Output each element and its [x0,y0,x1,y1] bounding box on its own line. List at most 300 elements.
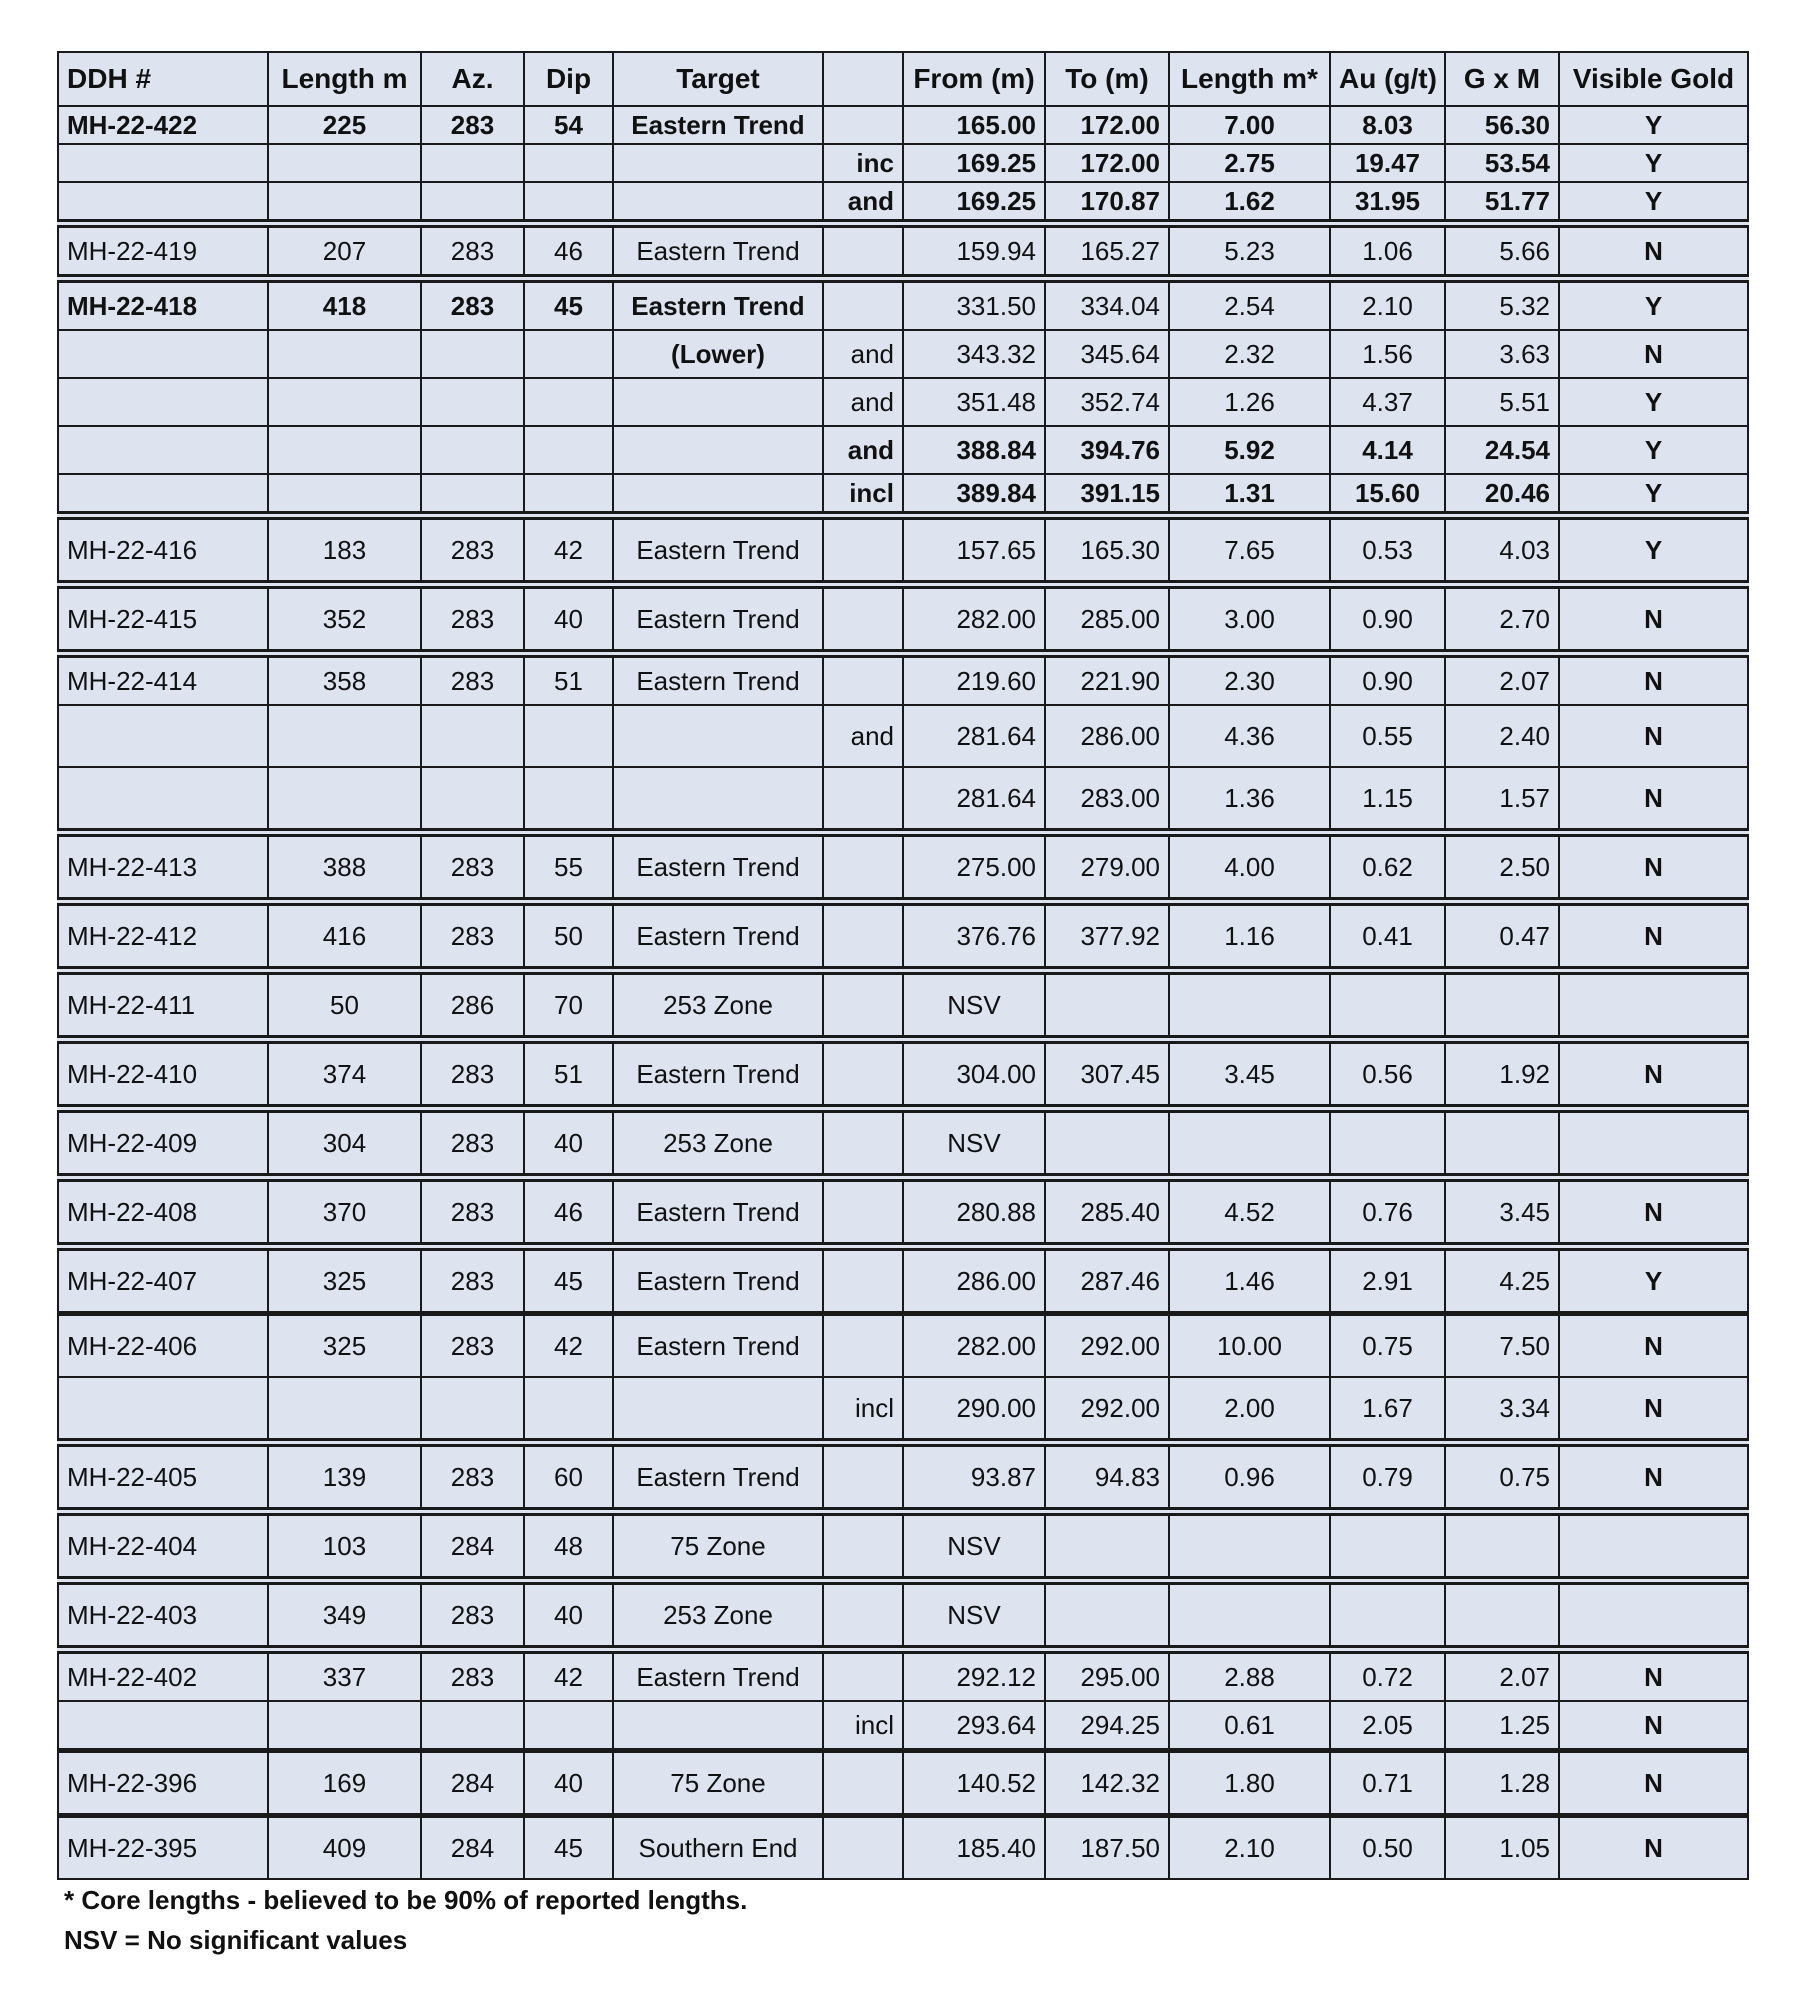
cell-from: 389.84 [903,474,1045,516]
cell-to: 283.00 [1045,767,1169,833]
cell-length [268,1701,421,1751]
cell-qualifier: and [823,426,903,474]
cell-azimuth: 283 [421,1178,524,1247]
cell-azimuth [421,144,524,182]
cell-to: 172.00 [1045,106,1169,144]
cell-qualifier [823,585,903,654]
cell-azimuth: 284 [421,1816,524,1880]
cell-length-core [1169,1512,1330,1581]
cell-to [1045,971,1169,1040]
cell-gxm: 1.05 [1445,1816,1559,1880]
col-header-to: To (m) [1045,52,1169,106]
cell-au: 0.75 [1330,1314,1445,1378]
cell-to: 294.25 [1045,1701,1169,1751]
cell-azimuth: 283 [421,224,524,279]
cell-gxm: 24.54 [1445,426,1559,474]
cell-to [1045,1109,1169,1178]
cell-au: 2.10 [1330,279,1445,331]
footnote-nsv: NSV = No significant values [64,1925,408,1955]
cell-gxm: 1.28 [1445,1751,1559,1816]
footnote-core-lengths: * Core lengths - believed to be 90% of reported lengths. [64,1885,748,1915]
cell-azimuth: 283 [421,1040,524,1109]
cell-from: 169.25 [903,144,1045,182]
cell-ddh [58,378,268,426]
cell-target: 253 Zone [613,1109,823,1178]
cell-azimuth: 283 [421,902,524,971]
col-header-azimuth: Az. [421,52,524,106]
cell-length: 325 [268,1314,421,1378]
cell-visible-gold: Y [1559,378,1748,426]
cell-ddh: MH-22-410 [58,1040,268,1109]
drill-results-sheet [57,51,1747,1880]
cell-to: 345.64 [1045,330,1169,378]
cell-from: 304.00 [903,1040,1045,1109]
cell-ddh: MH-22-414 [58,654,268,706]
cell-qualifier [823,106,903,144]
cell-ddh: MH-22-422 [58,106,268,144]
cell-visible-gold: Y [1559,144,1748,182]
cell-from: 331.50 [903,279,1045,331]
cell-length: 388 [268,833,421,902]
table-row [58,1816,1748,1880]
cell-visible-gold: N [1559,1650,1748,1702]
cell-target [613,705,823,767]
cell-to: 285.00 [1045,585,1169,654]
cell-au: 0.53 [1330,516,1445,585]
cell-gxm: 4.25 [1445,1247,1559,1314]
cell-length-core: 7.65 [1169,516,1330,585]
cell-to: 391.15 [1045,474,1169,516]
cell-target: 253 Zone [613,971,823,1040]
cell-dip: 46 [524,224,613,279]
cell-qualifier [823,1443,903,1512]
cell-dip [524,378,613,426]
table-row [58,1109,1748,1178]
cell-gxm: 0.75 [1445,1443,1559,1512]
cell-to: 292.00 [1045,1314,1169,1378]
cell-length-core: 2.32 [1169,330,1330,378]
cell-au [1330,1109,1445,1178]
cell-from: 293.64 [903,1701,1045,1751]
cell-from: 286.00 [903,1247,1045,1314]
cell-ddh: MH-22-409 [58,1109,268,1178]
cell-dip: 40 [524,585,613,654]
cell-gxm: 7.50 [1445,1314,1559,1378]
cell-azimuth: 283 [421,106,524,144]
table-row [58,106,1748,144]
cell-target: 253 Zone [613,1581,823,1650]
cell-target: 75 Zone [613,1751,823,1816]
cell-from: 388.84 [903,426,1045,474]
cell-dip: 51 [524,654,613,706]
cell-qualifier [823,1512,903,1581]
cell-ddh: MH-22-412 [58,902,268,971]
cell-length-core: 1.36 [1169,767,1330,833]
cell-azimuth: 283 [421,1443,524,1512]
table-row [58,705,1748,767]
cell-to: 394.76 [1045,426,1169,474]
cell-dip: 42 [524,1314,613,1378]
table-row [58,1581,1748,1650]
table-row [58,1247,1748,1314]
cell-qualifier: inc [823,144,903,182]
cell-visible-gold: N [1559,654,1748,706]
cell-ddh: MH-22-396 [58,1751,268,1816]
cell-au: 1.56 [1330,330,1445,378]
table-row [58,330,1748,378]
cell-target: Eastern Trend [613,1443,823,1512]
cell-dip [524,767,613,833]
cell-visible-gold: Y [1559,474,1748,516]
cell-au [1330,1581,1445,1650]
cell-length [268,767,421,833]
cell-qualifier [823,1650,903,1702]
table-row [58,585,1748,654]
cell-to: 172.00 [1045,144,1169,182]
cell-azimuth: 283 [421,1581,524,1650]
cell-length-core: 4.00 [1169,833,1330,902]
cell-au: 0.71 [1330,1751,1445,1816]
cell-length-core: 1.16 [1169,902,1330,971]
cell-gxm: 1.25 [1445,1701,1559,1751]
cell-visible-gold [1559,971,1748,1040]
cell-from: 282.00 [903,585,1045,654]
cell-target: Eastern Trend [613,224,823,279]
cell-gxm: 56.30 [1445,106,1559,144]
col-header-length-core: Length m* [1169,52,1330,106]
cell-to: 334.04 [1045,279,1169,331]
cell-au: 1.15 [1330,767,1445,833]
table-row [58,654,1748,706]
cell-visible-gold: N [1559,1751,1748,1816]
cell-azimuth: 283 [421,279,524,331]
cell-dip [524,144,613,182]
cell-length: 409 [268,1816,421,1880]
cell-length [268,182,421,224]
cell-au: 0.55 [1330,705,1445,767]
cell-qualifier [823,1314,903,1378]
cell-ddh: MH-22-411 [58,971,268,1040]
cell-gxm: 53.54 [1445,144,1559,182]
table-row [58,516,1748,585]
cell-qualifier: and [823,705,903,767]
cell-ddh: MH-22-416 [58,516,268,585]
cell-ddh: MH-22-405 [58,1443,268,1512]
cell-target: (Lower) [613,330,823,378]
cell-length-core [1169,971,1330,1040]
cell-au: 0.90 [1330,585,1445,654]
cell-from: 275.00 [903,833,1045,902]
cell-length: 169 [268,1751,421,1816]
cell-au: 0.90 [1330,654,1445,706]
cell-from: NSV [903,1581,1045,1650]
cell-azimuth [421,1701,524,1751]
table-row [58,1377,1748,1443]
cell-qualifier: and [823,182,903,224]
cell-visible-gold: N [1559,1040,1748,1109]
cell-azimuth [421,378,524,426]
cell-ddh: MH-22-407 [58,1247,268,1314]
cell-dip [524,705,613,767]
cell-length-core: 10.00 [1169,1314,1330,1378]
cell-length-core: 3.45 [1169,1040,1330,1109]
cell-length [268,705,421,767]
cell-target [613,1701,823,1751]
cell-length [268,474,421,516]
table-row [58,902,1748,971]
cell-azimuth [421,182,524,224]
cell-azimuth: 283 [421,1650,524,1702]
cell-gxm: 1.57 [1445,767,1559,833]
cell-dip: 46 [524,1178,613,1247]
cell-to: 377.92 [1045,902,1169,971]
cell-au: 8.03 [1330,106,1445,144]
cell-visible-gold: N [1559,1377,1748,1443]
cell-visible-gold: N [1559,330,1748,378]
cell-gxm: 5.51 [1445,378,1559,426]
cell-length-core: 5.23 [1169,224,1330,279]
cell-length: 337 [268,1650,421,1702]
cell-length [268,378,421,426]
cell-target: Eastern Trend [613,1178,823,1247]
cell-length-core: 1.31 [1169,474,1330,516]
cell-dip: 45 [524,279,613,331]
cell-azimuth [421,705,524,767]
cell-ddh: MH-22-406 [58,1314,268,1378]
cell-target: Eastern Trend [613,585,823,654]
cell-gxm: 2.07 [1445,1650,1559,1702]
cell-gxm: 2.50 [1445,833,1559,902]
cell-from: 159.94 [903,224,1045,279]
cell-length: 349 [268,1581,421,1650]
table-row [58,767,1748,833]
cell-visible-gold: Y [1559,182,1748,224]
cell-azimuth [421,426,524,474]
cell-ddh: MH-22-413 [58,833,268,902]
cell-length-core: 3.00 [1169,585,1330,654]
cell-ddh: MH-22-402 [58,1650,268,1702]
cell-ddh: MH-22-395 [58,1816,268,1880]
cell-dip: 40 [524,1751,613,1816]
cell-qualifier [823,833,903,902]
cell-ddh [58,705,268,767]
cell-ddh [58,144,268,182]
cell-qualifier [823,1816,903,1880]
col-header-dip: Dip [524,52,613,106]
cell-target [613,426,823,474]
col-header-qualifier [823,52,903,106]
table-body [58,106,1748,1879]
cell-target: Eastern Trend [613,1314,823,1378]
cell-au: 31.95 [1330,182,1445,224]
cell-gxm [1445,1581,1559,1650]
cell-to: 285.40 [1045,1178,1169,1247]
cell-azimuth [421,330,524,378]
cell-target: Eastern Trend [613,654,823,706]
cell-au: 0.79 [1330,1443,1445,1512]
drill-results-table [57,51,1749,1880]
cell-qualifier: incl [823,1701,903,1751]
cell-azimuth: 286 [421,971,524,1040]
cell-length-core: 2.00 [1169,1377,1330,1443]
cell-length-core: 4.36 [1169,705,1330,767]
cell-azimuth: 283 [421,516,524,585]
table-row [58,224,1748,279]
cell-to: 187.50 [1045,1816,1169,1880]
cell-length: 416 [268,902,421,971]
table-row [58,1178,1748,1247]
cell-qualifier [823,279,903,331]
cell-qualifier: and [823,330,903,378]
cell-qualifier [823,224,903,279]
cell-from: 343.32 [903,330,1045,378]
cell-target [613,1377,823,1443]
table-row [58,1512,1748,1581]
cell-length-core [1169,1109,1330,1178]
cell-from: NSV [903,971,1045,1040]
cell-au: 4.14 [1330,426,1445,474]
cell-visible-gold: N [1559,585,1748,654]
cell-qualifier [823,971,903,1040]
cell-target [613,144,823,182]
cell-target [613,474,823,516]
cell-visible-gold: N [1559,1314,1748,1378]
cell-gxm: 0.47 [1445,902,1559,971]
cell-au: 0.50 [1330,1816,1445,1880]
cell-ddh [58,182,268,224]
cell-target: Eastern Trend [613,833,823,902]
table-row [58,1314,1748,1378]
cell-target [613,767,823,833]
cell-visible-gold: Y [1559,279,1748,331]
cell-length: 50 [268,971,421,1040]
cell-target [613,378,823,426]
cell-ddh: MH-22-419 [58,224,268,279]
cell-from: 165.00 [903,106,1045,144]
cell-gxm: 20.46 [1445,474,1559,516]
cell-target: Eastern Trend [613,279,823,331]
cell-to [1045,1581,1169,1650]
cell-length-core: 0.96 [1169,1443,1330,1512]
cell-gxm: 5.66 [1445,224,1559,279]
footnotes [64,1880,747,1960]
cell-gxm: 2.07 [1445,654,1559,706]
cell-ddh: MH-22-415 [58,585,268,654]
cell-to [1045,1512,1169,1581]
table-row [58,1443,1748,1512]
cell-length-core: 5.92 [1169,426,1330,474]
cell-qualifier [823,654,903,706]
cell-length: 225 [268,106,421,144]
table-row [58,144,1748,182]
cell-length: 374 [268,1040,421,1109]
cell-au: 0.62 [1330,833,1445,902]
cell-dip [524,330,613,378]
cell-au: 2.91 [1330,1247,1445,1314]
cell-from: 376.76 [903,902,1045,971]
cell-qualifier: incl [823,1377,903,1443]
cell-visible-gold: N [1559,767,1748,833]
cell-dip [524,1377,613,1443]
cell-azimuth: 283 [421,654,524,706]
cell-gxm: 1.92 [1445,1040,1559,1109]
cell-dip [524,182,613,224]
cell-au: 0.56 [1330,1040,1445,1109]
cell-to: 307.45 [1045,1040,1169,1109]
cell-dip [524,474,613,516]
table-row [58,279,1748,331]
header-row [58,52,1748,106]
cell-qualifier [823,516,903,585]
cell-to: 165.27 [1045,224,1169,279]
cell-length-core: 1.80 [1169,1751,1330,1816]
col-header-target: Target [613,52,823,106]
cell-gxm: 3.63 [1445,330,1559,378]
cell-au: 1.06 [1330,224,1445,279]
cell-azimuth: 283 [421,1314,524,1378]
cell-length-core: 1.26 [1169,378,1330,426]
cell-qualifier [823,902,903,971]
cell-dip: 45 [524,1816,613,1880]
col-header-visible-gold: Visible Gold [1559,52,1748,106]
cell-visible-gold: Y [1559,1247,1748,1314]
cell-ddh: MH-22-408 [58,1178,268,1247]
cell-visible-gold: N [1559,1178,1748,1247]
cell-from: 281.64 [903,767,1045,833]
cell-length: 183 [268,516,421,585]
cell-length [268,1377,421,1443]
cell-ddh [58,767,268,833]
cell-gxm [1445,1512,1559,1581]
cell-visible-gold: N [1559,902,1748,971]
cell-azimuth: 284 [421,1751,524,1816]
cell-gxm: 51.77 [1445,182,1559,224]
cell-target: Eastern Trend [613,516,823,585]
cell-from: 290.00 [903,1377,1045,1443]
cell-qualifier: and [823,378,903,426]
cell-from: 292.12 [903,1650,1045,1702]
cell-length-core [1169,1581,1330,1650]
cell-from: NSV [903,1512,1045,1581]
cell-qualifier [823,1109,903,1178]
cell-qualifier [823,1247,903,1314]
cell-length-core: 1.62 [1169,182,1330,224]
cell-gxm: 4.03 [1445,516,1559,585]
cell-azimuth: 283 [421,1109,524,1178]
cell-visible-gold: N [1559,833,1748,902]
cell-qualifier [823,1581,903,1650]
cell-visible-gold: N [1559,1701,1748,1751]
cell-length-core: 1.46 [1169,1247,1330,1314]
cell-length-core: 2.54 [1169,279,1330,331]
cell-length: 207 [268,224,421,279]
cell-ddh: MH-22-403 [58,1581,268,1650]
table-row [58,833,1748,902]
cell-dip: 45 [524,1247,613,1314]
cell-length [268,144,421,182]
cell-au: 0.76 [1330,1178,1445,1247]
cell-azimuth [421,474,524,516]
cell-to: 221.90 [1045,654,1169,706]
cell-length: 139 [268,1443,421,1512]
cell-to: 165.30 [1045,516,1169,585]
cell-from: NSV [903,1109,1045,1178]
cell-to: 142.32 [1045,1751,1169,1816]
cell-visible-gold: N [1559,1443,1748,1512]
cell-target: Eastern Trend [613,1247,823,1314]
cell-to: 170.87 [1045,182,1169,224]
cell-visible-gold: N [1559,1816,1748,1880]
